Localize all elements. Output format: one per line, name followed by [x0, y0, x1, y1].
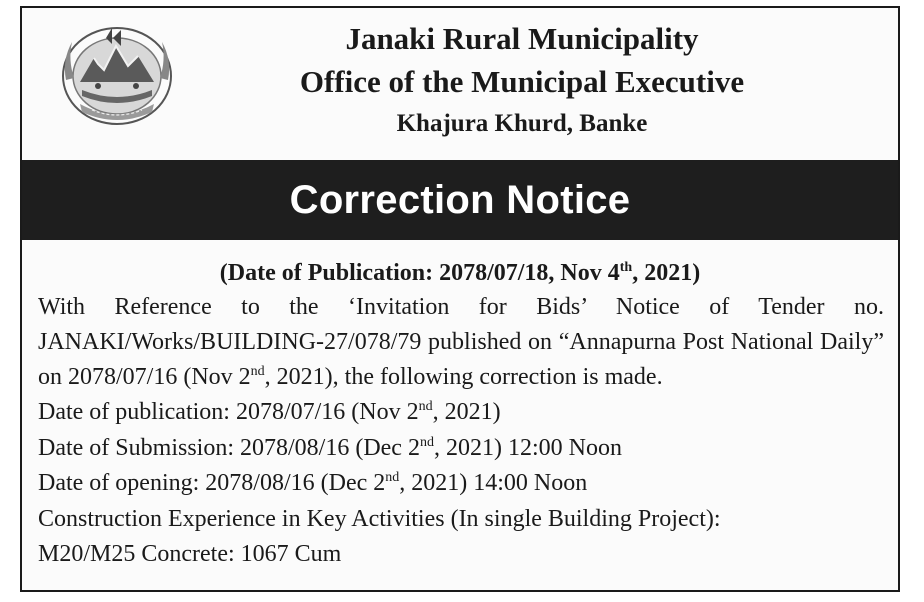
reference-text-part1: With Reference to the ‘Invitation for Bids’ Notice of Tender no. JANAKI/Works/BUILDING-27/078/79 published on “Annapurna Post National Daily” on 2078/07/16 (Nov 2 [38, 294, 884, 390]
notice-title: Correction Notice [289, 177, 631, 222]
reference-paragraph [38, 290, 884, 395]
experience-value-line: M20/M25 Concrete: 1067 Cum [38, 541, 342, 567]
notice-body [22, 240, 898, 573]
date-of-publication [22, 256, 898, 290]
submission-prefix: Date of Submission: 2078/08/16 (Dec 2 [38, 434, 420, 461]
submission-date-line [38, 431, 898, 467]
reference-text-part2: , 2021), the following correction is made. [264, 364, 663, 390]
header-text [172, 18, 872, 142]
publication-sup: nd [418, 399, 433, 414]
office-location: Khajura Khurd, Banke [396, 110, 648, 137]
submission-sup: nd [419, 434, 434, 450]
publication-prefix: Date of publication: 2078/07/16 (Nov 2 [38, 399, 419, 425]
opening-prefix: Date of opening: 2078/08/16 (Dec 2 [38, 470, 386, 496]
title-banner [22, 160, 898, 240]
opening-sup: nd [385, 470, 400, 485]
nepal-government-emblem-icon [58, 20, 176, 128]
pub-date-suffix: , 2021) [632, 260, 701, 286]
submission-suffix: , 2021) 12:00 Noon [433, 434, 622, 461]
pub-date-prefix: (Date of Publication: 2078/07/18, Nov 4 [219, 260, 620, 286]
opening-date-line [38, 466, 898, 502]
notice-header [22, 8, 898, 160]
municipality-name: Janaki Rural Municipality [345, 21, 699, 56]
reference-sup: nd [250, 364, 265, 379]
notice-frame [20, 6, 900, 592]
experience-heading-line: Construction Experience in Key Activities (In single Building Project): [38, 505, 721, 532]
publication-date-line [38, 395, 898, 431]
pub-date-sup: th [619, 260, 633, 275]
opening-suffix: , 2021) 14:00 Noon [399, 470, 588, 496]
office-name: Office of the Municipal Executive [299, 64, 745, 99]
publication-suffix: , 2021) [432, 399, 501, 425]
